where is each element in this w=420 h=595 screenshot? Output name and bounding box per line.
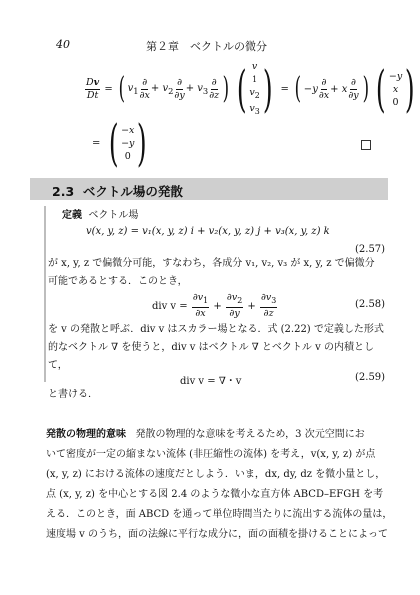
definition-label: 定義: [62, 210, 82, 221]
definition-text-3: と書ける．: [48, 389, 98, 400]
definition-text-2b: 的なベクトル ∇ を使うと，div v はベクトル ∇ とベクトル v の内積とし: [48, 342, 374, 353]
equation-nabla-dot: div v = ∇・v: [180, 376, 242, 387]
physical-meaning-line-3: (x, y, z) における流体の速度だとしよう．いま，dx, dy, dz を微小量とし，: [46, 469, 386, 480]
page-number: 40: [56, 38, 70, 51]
physical-meaning-line-4: 点 (x, y, z) を中心とする図 2.4 のような微小な直方体 ABCD–EFGH を考: [46, 489, 384, 500]
definition-subject: ベクトル場: [88, 210, 139, 221]
section-number: 2.3: [52, 184, 75, 199]
chapter-title: 第２章 ベクトルの微分: [146, 40, 267, 53]
definition-text-1b: 可能であるとする．このとき，: [48, 276, 188, 287]
physical-meaning-line-2: いて密度が一定の縮まない流体 (非圧縮性の流体) を考え，v(x, y, z) が点: [46, 449, 376, 460]
equation-number-2-59: (2.59): [355, 372, 386, 383]
definition-text-2a: を v の発散と呼ぶ．div v はスカラー場となる．式 (2.22) で定義した形式: [48, 324, 384, 335]
physical-meaning-line-5: える．このとき，面 ABCD を通って単位時間当たりに流出する流体の量は，: [46, 509, 393, 520]
physical-meaning-line-6: 速度場 v のうち，面の法線に平行な成分に，面の面積を掛けることによって: [46, 529, 389, 540]
section-title: ベクトル場の発散: [82, 184, 183, 199]
definition-text-2c: て，: [48, 360, 68, 371]
physical-meaning-line-1: [46, 426, 365, 445]
physical-meaning-text-1: 発散の物理的な意味を考えるため，3 次元空間にお: [135, 429, 365, 440]
definition-rule: [44, 206, 46, 382]
divergence-lhs: div v =: [152, 300, 188, 312]
equation-number-2-58: (2.58): [355, 299, 386, 310]
equation-result: = ( −x −y 0 ): [92, 114, 148, 172]
equation-number-2-57: (2.57): [355, 244, 386, 255]
definition-header: [62, 207, 138, 226]
equation-divergence: div v = $\frac{\partial v_1}{\partial x}$ + $\frac{\partial v_2}{\partial y}$ + $\frac{\partial v_3}{\partial z}$: [152, 292, 277, 319]
physical-meaning-heading: 発散の物理的意味: [46, 429, 126, 440]
section-heading: [52, 182, 183, 200]
qed-box-icon: [361, 140, 371, 150]
definition-text-1a: が x, y, z で偏微分可能，すなわち，各成分 v₁, v₂, v₃ が x, y, z で偏微分: [48, 258, 375, 269]
equation-material-derivative: $\frac{Dv}{Dt}$ = ( $v_1$ $\frac{\partial}{\partial x}$ + $v_2$ $\frac{\partial}{\partial y}$ + $v_3$ $\frac{\partial}{\partial z}$ ) ( v 1 $v_2$ $v_3$ ) = ( −y $\frac{\partial}{\partial x}$ + x $\frac{\partial}{\partial y}$ ) ( −y x 0 ): [86, 60, 415, 118]
equation-vector-field: v(x, y, z) = v₁(x, y, z) i + v₂(x, y, z) j + v₃(x, y, z) k: [86, 226, 330, 237]
